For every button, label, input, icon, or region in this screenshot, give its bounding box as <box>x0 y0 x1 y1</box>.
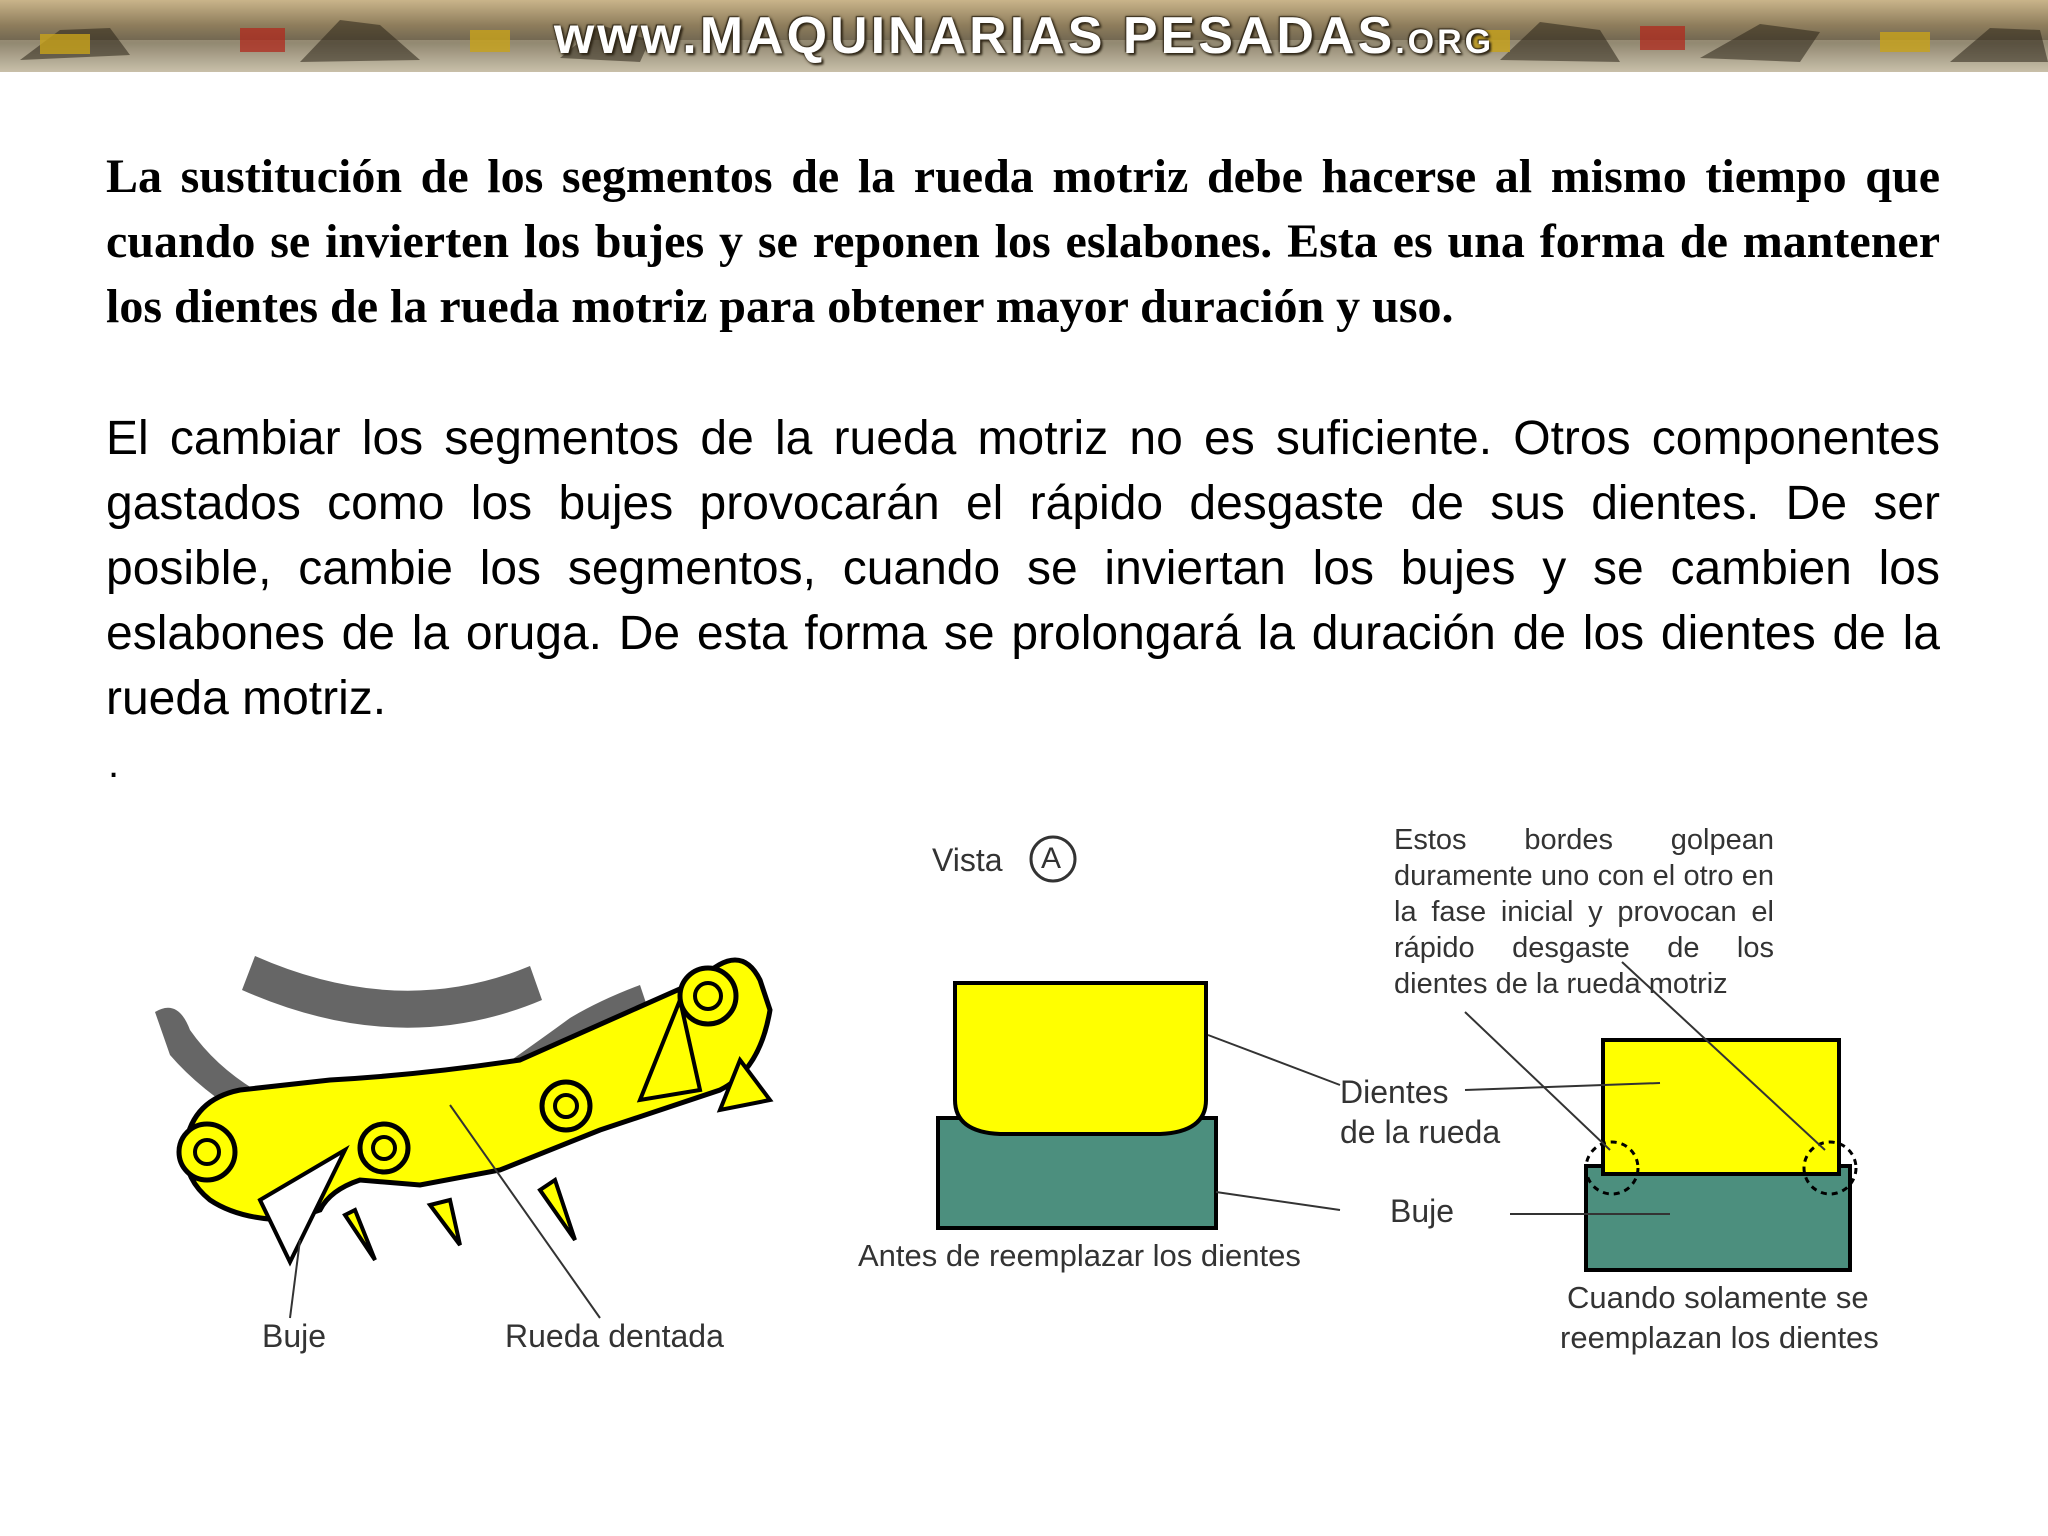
tooth-block-before <box>955 983 1206 1134</box>
trailing-dot: . <box>108 742 120 786</box>
before-replacement-drawing <box>938 983 1340 1228</box>
sprocket-segment-drawing <box>155 956 770 1318</box>
bold-paragraph: La sustitución de los segmentos de la rueda motriz debe hacerse al mismo tiempo que cuando se invierten los bujes y se reponen los eslabones. Esta es una forma de mantener los dientes de la rueda motriz para obtener mayor duración y uso. <box>106 150 1940 333</box>
after-replacement-drawing <box>1465 962 1856 1270</box>
bushing-block-after <box>1586 1166 1850 1270</box>
edge-impact-note: Estos bordes golpean duramente uno con el otro en la fase inicial y provocan el rápido desgaste de los dientes de la rueda motriz <box>1394 824 1774 1000</box>
caption-after-line1: Cuando solamente se <box>1567 1280 1869 1315</box>
caption-before-replacement: Antes de reemplazar los dientes <box>858 1238 1301 1273</box>
regular-paragraph: El cambiar los segmentos de la rueda motriz no es suficiente. Otros componentes gastados como los bujes provocarán el rápido desgaste de sus dientes. De ser posible, cambie los segmentos, cuando se inviertan los bujes y se cambien los eslabones de la oruga. De esta forma se prolongará la duración de los dientes de la rueda motriz. <box>106 412 1940 725</box>
label-vista-letter: A <box>1041 842 1062 875</box>
banner-title-main: www.MAQUINARIAS PESADAS <box>553 7 1396 65</box>
tooth-block-after <box>1603 1040 1839 1174</box>
label-buje-center: Buje <box>1390 1193 1455 1229</box>
label-de-la-rueda: de la rueda <box>1340 1114 1501 1150</box>
label-dientes: Dientes <box>1340 1074 1449 1110</box>
banner-title-suffix: .ORG <box>1395 23 1495 61</box>
label-vista: Vista <box>932 842 1003 878</box>
label-buje-left: Buje <box>262 1318 327 1354</box>
caption-after-line2: reemplazan los dientes <box>1560 1320 1879 1355</box>
label-rueda-dentada: Rueda dentada <box>505 1318 724 1354</box>
sprocket-arc-upper <box>242 956 542 1028</box>
